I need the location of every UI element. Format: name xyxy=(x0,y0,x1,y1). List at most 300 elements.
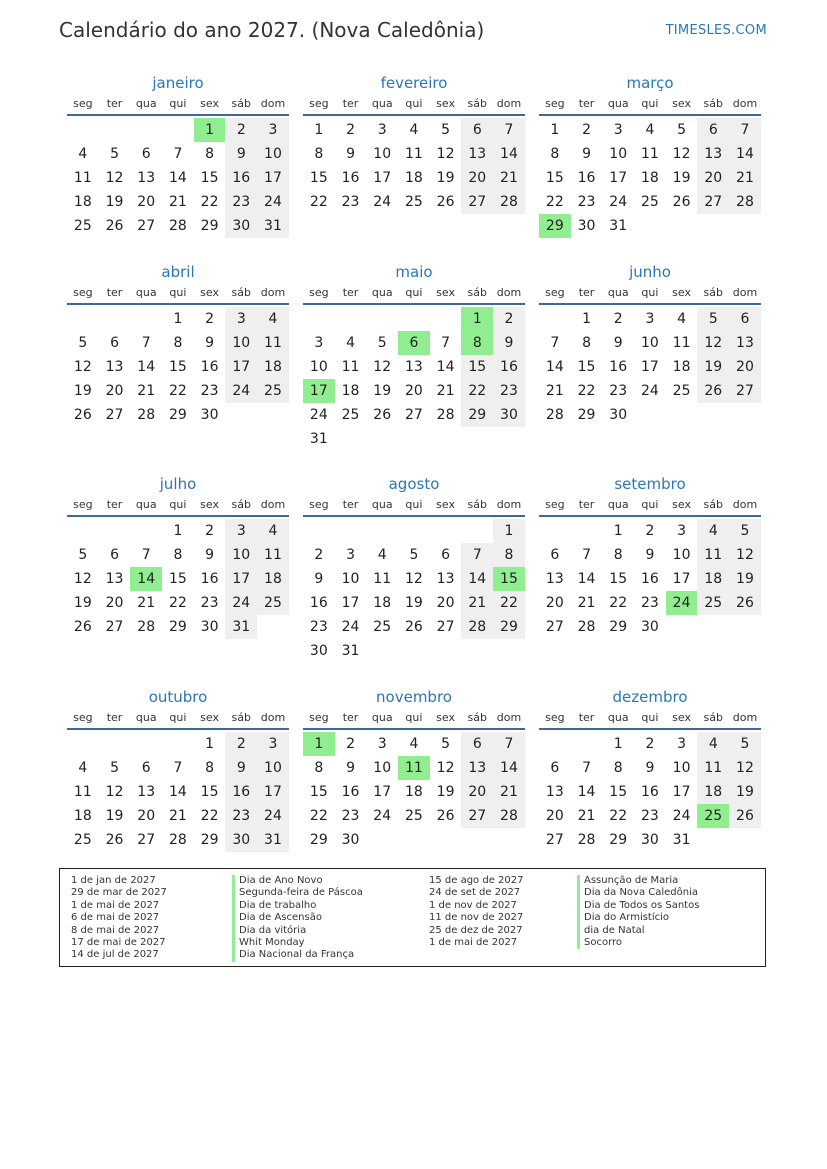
day-cell: 16 xyxy=(493,355,525,379)
legend-names-right xyxy=(577,875,699,949)
weekday-label: seg xyxy=(73,97,93,110)
day-cell: 11 xyxy=(341,359,360,375)
legend-date: 24 de set de 2027 xyxy=(429,887,521,899)
day-cell: 15 xyxy=(309,170,328,186)
empty-cell xyxy=(67,118,99,142)
day-cell: 31 xyxy=(341,643,360,659)
day-cell: 25 xyxy=(257,591,289,615)
day-cell: 21 xyxy=(493,780,525,804)
day-cell: 1 xyxy=(613,736,623,752)
day-cell: 29 xyxy=(168,619,187,635)
day-cell: 27 xyxy=(105,619,124,635)
empty-cell xyxy=(130,307,162,331)
day-cell: 5 xyxy=(729,732,761,756)
day-cell: 30 xyxy=(225,828,257,852)
weekday-label: sáb xyxy=(231,286,252,299)
empty-cell xyxy=(162,732,194,756)
day-cell: 17 xyxy=(225,355,257,379)
day-cell: 31 xyxy=(609,218,628,234)
days-grid xyxy=(67,732,289,852)
day-cell: 5 xyxy=(110,760,119,776)
day-cell: 22 xyxy=(309,808,328,824)
day-cell: 1 xyxy=(173,311,183,327)
day-cell: 14 xyxy=(168,170,187,186)
weekday-label: qua xyxy=(607,97,629,110)
month-name: outubro xyxy=(148,688,208,706)
empty-cell xyxy=(99,732,131,756)
day-cell: 21 xyxy=(168,194,187,210)
weekday-label: sáb xyxy=(703,97,724,110)
empty-cell xyxy=(539,307,571,331)
day-cell: 13 xyxy=(461,142,493,166)
day-cell: 19 xyxy=(697,355,729,379)
month-name: setembro xyxy=(614,475,686,493)
day-cell: 7 xyxy=(493,118,525,142)
day-cell: 16 xyxy=(341,784,360,800)
day-cell: 6 xyxy=(141,146,151,162)
day-cell: 30 xyxy=(200,619,219,635)
month-name: abril xyxy=(161,263,195,281)
day-cell: 13 xyxy=(545,784,564,800)
day-cell: 29 xyxy=(309,832,328,848)
day-cell: 12 xyxy=(105,784,124,800)
day-cell: 26 xyxy=(105,218,124,234)
day-cell: 11 xyxy=(257,331,289,355)
legend-holiday-name: Dia da Nova Caledônia xyxy=(584,887,699,899)
day-cell: 2 xyxy=(493,307,525,331)
day-cell: 28 xyxy=(168,218,187,234)
day-cell: 1 xyxy=(205,736,215,752)
day-cell: 12 xyxy=(697,331,729,355)
day-cell: 17 xyxy=(225,567,257,591)
day-cell: 27 xyxy=(545,832,564,848)
day-cell: 28 xyxy=(436,407,455,423)
day-cell: 4 xyxy=(409,122,419,138)
day-cell: 20 xyxy=(137,194,156,210)
day-cell: 9 xyxy=(613,335,623,351)
weekday-label: seg xyxy=(309,711,329,724)
day-cell: 20 xyxy=(461,166,493,190)
day-cell: 27 xyxy=(137,832,156,848)
day-cell: 30 xyxy=(200,407,219,423)
empty-cell xyxy=(303,307,335,331)
empty-cell xyxy=(130,732,162,756)
day-cell: 8 xyxy=(173,335,183,351)
empty-cell xyxy=(130,118,162,142)
day-cell: 25 xyxy=(73,832,92,848)
legend-date: 6 de mai de 2027 xyxy=(71,912,160,924)
day-cell: 22 xyxy=(461,379,493,403)
day-cell: 5 xyxy=(377,335,387,351)
days-grid xyxy=(539,118,761,238)
day-cell: 29 xyxy=(200,832,219,848)
weekday-label: ter xyxy=(578,711,595,724)
weekday-label: ter xyxy=(106,286,123,299)
day-cell: 4 xyxy=(257,519,289,543)
day-cell: 11 xyxy=(697,543,729,567)
day-cell: 24 xyxy=(309,407,328,423)
day-cell: 9 xyxy=(645,760,655,776)
day-cell: 1 xyxy=(613,523,623,539)
day-cell: 2 xyxy=(205,523,215,539)
day-cell: 3 xyxy=(613,122,623,138)
weekday-label: sáb xyxy=(231,97,252,110)
holiday-legend xyxy=(59,868,766,967)
day-cell: 9 xyxy=(314,571,324,587)
day-cell: 18 xyxy=(73,194,92,210)
day-cell: 3 xyxy=(346,547,355,563)
legend-holiday-name: Dia de trabalho xyxy=(239,899,317,911)
day-cell: 3 xyxy=(677,523,687,539)
month-name: janeiro xyxy=(152,74,204,92)
day-cell: 4 xyxy=(697,732,729,756)
day-cell: 4 xyxy=(78,146,88,162)
day-cell: 21 xyxy=(493,166,525,190)
day-cell: 10 xyxy=(373,146,392,162)
day-cell: 22 xyxy=(168,595,187,611)
weekday-label: sáb xyxy=(703,498,724,511)
day-cell: 6 xyxy=(461,118,493,142)
weekday-label: sex xyxy=(200,286,219,299)
day-cell: 9 xyxy=(346,760,355,776)
weekday-label: sáb xyxy=(231,711,252,724)
day-cell: 26 xyxy=(73,407,92,423)
header-divider xyxy=(303,303,525,305)
day-cell: 1 xyxy=(582,311,591,327)
day-cell: 20 xyxy=(404,383,423,399)
day-cell: 19 xyxy=(73,595,92,611)
day-cell: 28 xyxy=(493,804,525,828)
day-cell: 23 xyxy=(493,379,525,403)
day-cell: 23 xyxy=(225,190,257,214)
weekday-label: sex xyxy=(436,286,455,299)
month-name: março xyxy=(626,74,674,92)
days-grid xyxy=(303,732,525,852)
day-cell: 19 xyxy=(436,170,455,186)
day-cell: 23 xyxy=(577,194,596,210)
legend-holiday-name: Assunção de Maria xyxy=(584,875,679,886)
day-cell: 17 xyxy=(373,784,392,800)
day-cell: 30 xyxy=(493,403,525,427)
day-cell: 13 xyxy=(137,784,156,800)
header-divider xyxy=(67,303,289,305)
day-cell: 27 xyxy=(729,379,761,403)
day-cell: 17 xyxy=(609,170,628,186)
weekday-label: qua xyxy=(371,711,393,724)
day-cell: 20 xyxy=(105,595,124,611)
day-cell: 13 xyxy=(697,142,729,166)
day-cell: 26 xyxy=(697,379,729,403)
holiday-day-cell: 1 xyxy=(303,732,335,756)
weekday-label: dom xyxy=(260,97,286,110)
header-divider xyxy=(67,515,289,517)
weekday-label: qui xyxy=(641,711,659,724)
weekday-header xyxy=(539,495,761,515)
day-cell: 8 xyxy=(205,146,215,162)
day-cell: 2 xyxy=(645,736,655,752)
empty-cell xyxy=(67,732,99,756)
day-cell: 8 xyxy=(613,547,623,563)
month-4 xyxy=(303,261,525,451)
day-cell: 9 xyxy=(582,146,591,162)
day-cell: 8 xyxy=(205,760,215,776)
month-name: junho xyxy=(629,263,671,281)
day-cell: 4 xyxy=(645,122,655,138)
day-cell: 1 xyxy=(173,523,183,539)
day-cell: 1 xyxy=(493,519,525,543)
day-cell: 27 xyxy=(436,619,455,635)
month-name: maio xyxy=(395,263,433,281)
day-cell: 14 xyxy=(493,756,525,780)
day-cell: 19 xyxy=(105,808,124,824)
day-cell: 10 xyxy=(341,571,360,587)
day-cell: 6 xyxy=(110,335,119,351)
legend-names-left xyxy=(232,875,363,962)
holiday-day-cell: 25 xyxy=(697,804,729,828)
weekday-label: qua xyxy=(371,97,393,110)
day-cell: 18 xyxy=(697,780,729,804)
day-cell: 15 xyxy=(168,571,187,587)
day-cell: 2 xyxy=(346,122,355,138)
holiday-day-cell: 24 xyxy=(666,591,698,615)
day-cell: 4 xyxy=(257,307,289,331)
weekday-label: ter xyxy=(578,97,595,110)
legend-dates-right xyxy=(429,875,523,949)
day-cell: 12 xyxy=(436,760,455,776)
day-cell: 7 xyxy=(141,335,151,351)
weekday-label: ter xyxy=(578,498,595,511)
weekday-header xyxy=(67,94,289,114)
empty-cell xyxy=(335,519,367,543)
day-cell: 26 xyxy=(729,804,761,828)
day-cell: 20 xyxy=(105,383,124,399)
day-cell: 24 xyxy=(373,808,392,824)
day-cell: 14 xyxy=(461,567,493,591)
day-cell: 6 xyxy=(461,732,493,756)
weekday-label: qua xyxy=(371,498,393,511)
days-grid xyxy=(303,118,525,214)
holiday-day-cell: 6 xyxy=(398,331,430,355)
brand-link[interactable]: TIMESLES.COM xyxy=(665,23,767,38)
weekday-label: qua xyxy=(607,286,629,299)
day-cell: 22 xyxy=(609,595,628,611)
day-cell: 12 xyxy=(73,571,92,587)
day-cell: 18 xyxy=(73,808,92,824)
day-cell: 30 xyxy=(609,407,628,423)
legend-holiday-name: Dia de Ascensão xyxy=(239,912,322,924)
header-divider xyxy=(67,728,289,730)
day-cell: 26 xyxy=(105,832,124,848)
empty-cell xyxy=(99,307,131,331)
day-cell: 3 xyxy=(314,335,324,351)
day-cell: 12 xyxy=(404,571,423,587)
day-cell: 10 xyxy=(672,760,691,776)
weekday-label: sex xyxy=(672,498,691,511)
day-cell: 8 xyxy=(314,146,324,162)
weekday-label: dom xyxy=(260,286,286,299)
weekday-label: dom xyxy=(732,711,758,724)
days-grid xyxy=(67,118,289,238)
day-cell: 27 xyxy=(697,190,729,214)
day-cell: 19 xyxy=(729,780,761,804)
day-cell: 9 xyxy=(205,335,215,351)
day-cell: 11 xyxy=(73,170,92,186)
empty-cell xyxy=(430,519,462,543)
day-cell: 31 xyxy=(257,214,289,238)
day-cell: 12 xyxy=(729,543,761,567)
day-cell: 3 xyxy=(257,118,289,142)
day-cell: 30 xyxy=(341,832,360,848)
day-cell: 25 xyxy=(697,591,729,615)
empty-cell xyxy=(539,732,571,756)
day-cell: 19 xyxy=(105,194,124,210)
month-10 xyxy=(303,686,525,852)
legend-holiday-name: Dia de Ano Novo xyxy=(239,875,323,886)
day-cell: 12 xyxy=(436,146,455,162)
day-cell: 22 xyxy=(545,194,564,210)
day-cell: 16 xyxy=(200,571,219,587)
day-cell: 6 xyxy=(441,547,451,563)
weekday-label: seg xyxy=(73,711,93,724)
day-cell: 18 xyxy=(404,170,423,186)
day-cell: 9 xyxy=(225,142,257,166)
empty-cell xyxy=(398,519,430,543)
day-cell: 22 xyxy=(200,808,219,824)
day-cell: 14 xyxy=(436,359,455,375)
day-cell: 16 xyxy=(309,595,328,611)
day-cell: 19 xyxy=(729,567,761,591)
legend-date: 1 de nov de 2027 xyxy=(429,899,517,911)
day-cell: 23 xyxy=(200,383,219,399)
day-cell: 6 xyxy=(141,760,151,776)
days-grid xyxy=(303,519,525,663)
day-cell: 23 xyxy=(225,804,257,828)
weekday-header xyxy=(303,94,525,114)
day-cell: 28 xyxy=(461,615,493,639)
legend-holiday-name: Socorro xyxy=(584,936,623,948)
day-cell: 7 xyxy=(173,760,183,776)
day-cell: 15 xyxy=(200,170,219,186)
month-8 xyxy=(539,473,761,639)
day-cell: 9 xyxy=(225,756,257,780)
month-9 xyxy=(67,686,289,852)
day-cell: 29 xyxy=(461,403,493,427)
day-cell: 21 xyxy=(137,595,156,611)
day-cell: 9 xyxy=(493,331,525,355)
weekday-label: sáb xyxy=(467,498,488,511)
weekday-label: dom xyxy=(732,97,758,110)
days-grid xyxy=(303,307,525,451)
day-cell: 11 xyxy=(404,146,423,162)
weekday-label: ter xyxy=(106,711,123,724)
day-cell: 6 xyxy=(697,118,729,142)
weekday-label: sáb xyxy=(467,97,488,110)
day-cell: 14 xyxy=(577,784,596,800)
legend-date: 1 de mai de 2027 xyxy=(71,899,160,911)
day-cell: 12 xyxy=(729,756,761,780)
legend-holiday-name: Segunda-feira de Páscoa xyxy=(239,887,363,899)
legend-date: 29 de mar de 2027 xyxy=(71,887,167,899)
weekday-label: dom xyxy=(496,97,522,110)
day-cell: 30 xyxy=(577,218,596,234)
holiday-day-cell: 14 xyxy=(130,567,162,591)
day-cell: 17 xyxy=(640,359,659,375)
weekday-label: sex xyxy=(200,498,219,511)
day-cell: 14 xyxy=(493,142,525,166)
day-cell: 19 xyxy=(672,170,691,186)
day-cell: 27 xyxy=(461,804,493,828)
weekday-label: seg xyxy=(309,286,329,299)
day-cell: 16 xyxy=(609,359,628,375)
month-name: julho xyxy=(159,475,197,493)
day-cell: 3 xyxy=(377,122,387,138)
day-cell: 10 xyxy=(373,760,392,776)
day-cell: 8 xyxy=(550,146,560,162)
day-cell: 13 xyxy=(729,331,761,355)
day-cell: 28 xyxy=(137,407,156,423)
day-cell: 8 xyxy=(173,547,183,563)
weekday-header xyxy=(67,283,289,303)
day-cell: 28 xyxy=(137,619,156,635)
day-cell: 29 xyxy=(200,218,219,234)
day-cell: 31 xyxy=(257,828,289,852)
weekday-header xyxy=(67,708,289,728)
day-cell: 6 xyxy=(550,547,560,563)
day-cell: 22 xyxy=(577,383,596,399)
day-cell: 18 xyxy=(341,383,360,399)
day-cell: 18 xyxy=(672,359,691,375)
weekday-label: dom xyxy=(496,498,522,511)
day-cell: 13 xyxy=(105,359,124,375)
day-cell: 26 xyxy=(729,591,761,615)
days-grid xyxy=(539,307,761,427)
days-grid xyxy=(67,307,289,427)
day-cell: 29 xyxy=(609,832,628,848)
days-grid xyxy=(539,519,761,639)
empty-cell xyxy=(303,519,335,543)
day-cell: 3 xyxy=(677,736,687,752)
legend-holiday-name: Dia do Armistício xyxy=(584,912,670,924)
day-cell: 10 xyxy=(309,359,328,375)
day-cell: 4 xyxy=(677,311,687,327)
weekday-label: sex xyxy=(436,97,455,110)
weekday-label: ter xyxy=(106,498,123,511)
header-divider xyxy=(67,114,289,116)
day-cell: 28 xyxy=(577,619,596,635)
holiday-day-cell: 15 xyxy=(493,567,525,591)
day-cell: 29 xyxy=(493,615,525,639)
day-cell: 5 xyxy=(697,307,729,331)
day-cell: 22 xyxy=(309,194,328,210)
day-cell: 22 xyxy=(168,383,187,399)
day-cell: 10 xyxy=(640,335,659,351)
day-cell: 14 xyxy=(577,571,596,587)
day-cell: 15 xyxy=(309,784,328,800)
day-cell: 3 xyxy=(645,311,655,327)
day-cell: 21 xyxy=(729,166,761,190)
weekday-label: sex xyxy=(436,498,455,511)
day-cell: 5 xyxy=(441,736,451,752)
month-1 xyxy=(303,72,525,214)
day-cell: 10 xyxy=(257,756,289,780)
page-title: Calendário do ano 2027. (Nova Caledônia) xyxy=(59,18,485,42)
legend-date: 25 de dez de 2027 xyxy=(429,924,523,936)
day-cell: 18 xyxy=(404,784,423,800)
day-cell: 25 xyxy=(341,407,360,423)
day-cell: 28 xyxy=(168,832,187,848)
weekday-label: qui xyxy=(641,286,659,299)
day-cell: 10 xyxy=(225,543,257,567)
